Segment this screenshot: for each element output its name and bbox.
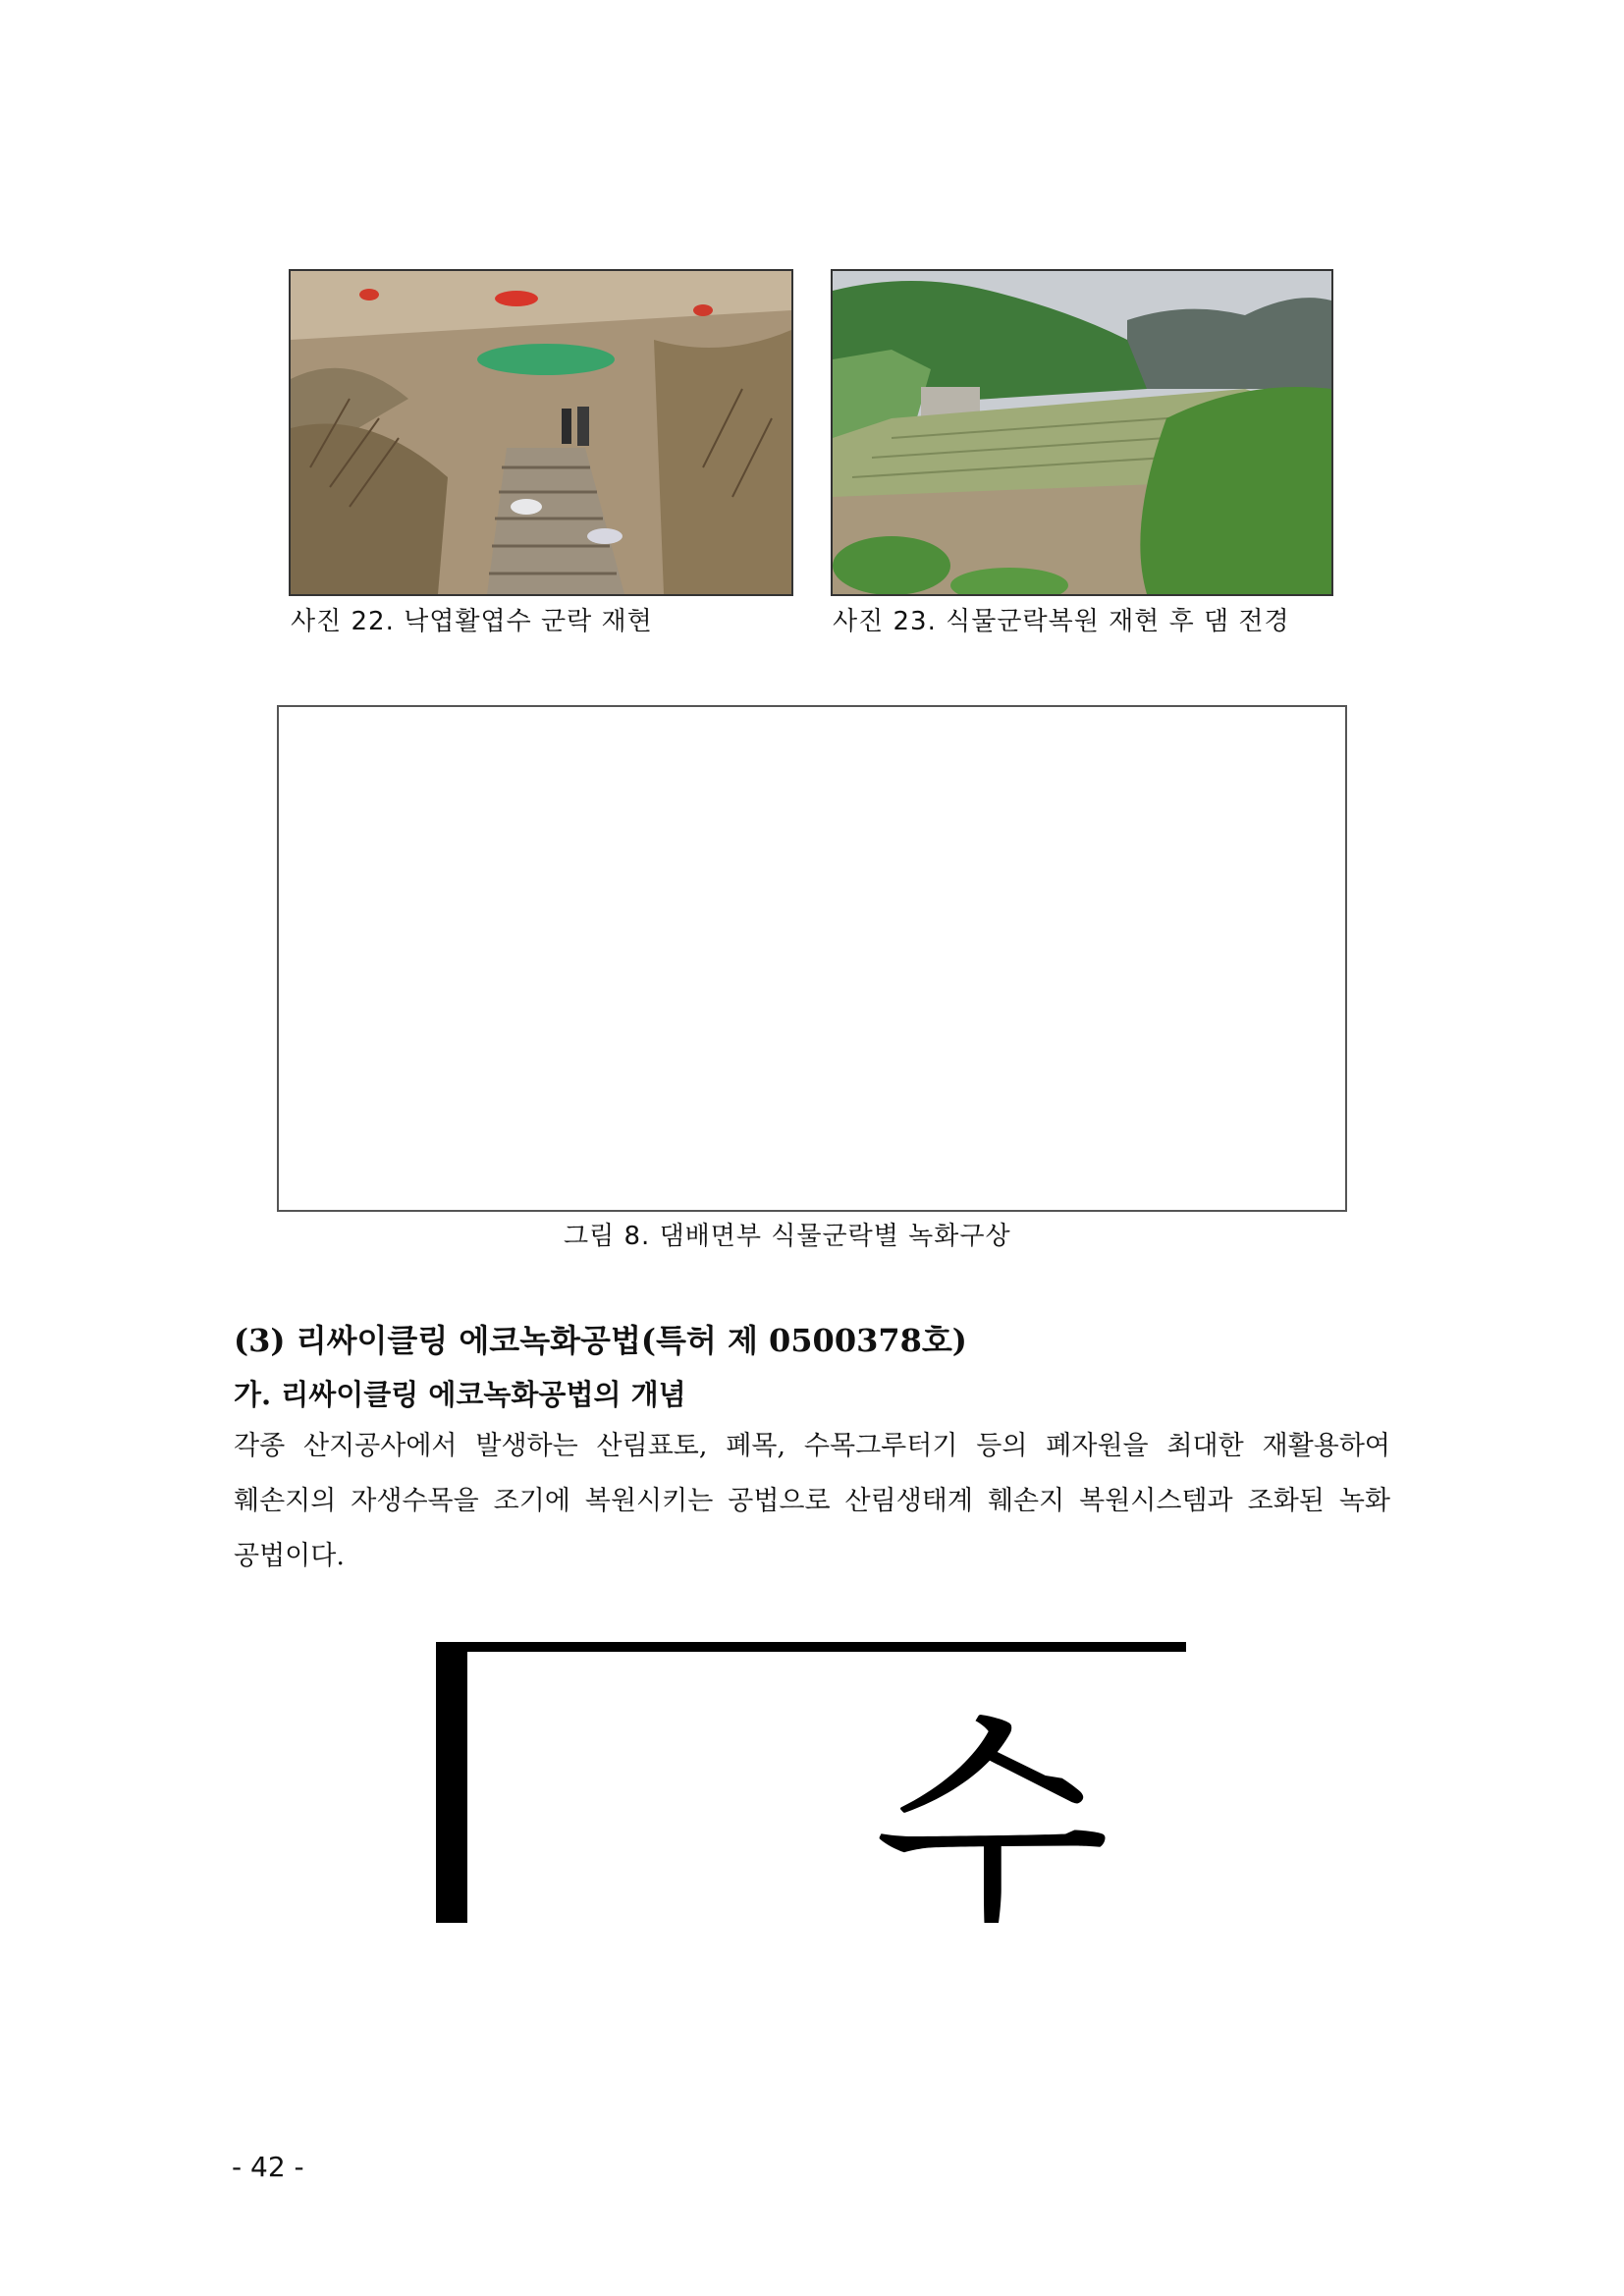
paragraph-line-1: 각종 산지공사에서 발생하는 산림표토, 폐목, 수목그루터기 등의 폐자원을 최대한 재활용하여: [234, 1431, 1390, 1461]
photo-22-image: [291, 271, 791, 594]
photo-23-image: [833, 271, 1331, 594]
paragraph-line-2: 훼손지의 자생수목을 조기에 복원시키는 공법으로 산림생태계 훼손지 복원시스템과 조화된 녹화: [234, 1486, 1390, 1516]
photo-22-caption: 사진 22. 낙엽활엽수 군락 재현: [291, 607, 653, 636]
photo-deciduous-community: [289, 269, 793, 596]
photo-dam-panorama: [831, 269, 1333, 596]
figure-8-frame: [277, 705, 1347, 1212]
oversized-figure-fragment: [434, 1638, 1188, 1923]
bracket-corner-graphic: [434, 1638, 1188, 1923]
figure-8-caption: 그림 8. 댐배면부 식물군락별 녹화구상: [564, 1222, 1011, 1251]
section-heading: (3) 리싸이클링 에코녹화공법(특허 제 0500378호): [234, 1322, 967, 1359]
sub-heading: 가. 리싸이클링 에코녹화공법의 개념: [234, 1378, 686, 1411]
big-glyph-text: 수: [873, 1687, 1110, 1923]
page-number: - 42 -: [232, 2151, 304, 2183]
photo-23-caption: 사진 23. 식물군락복원 재현 후 댐 전경: [833, 607, 1290, 636]
paragraph-line-3: 공법이다.: [234, 1541, 345, 1571]
